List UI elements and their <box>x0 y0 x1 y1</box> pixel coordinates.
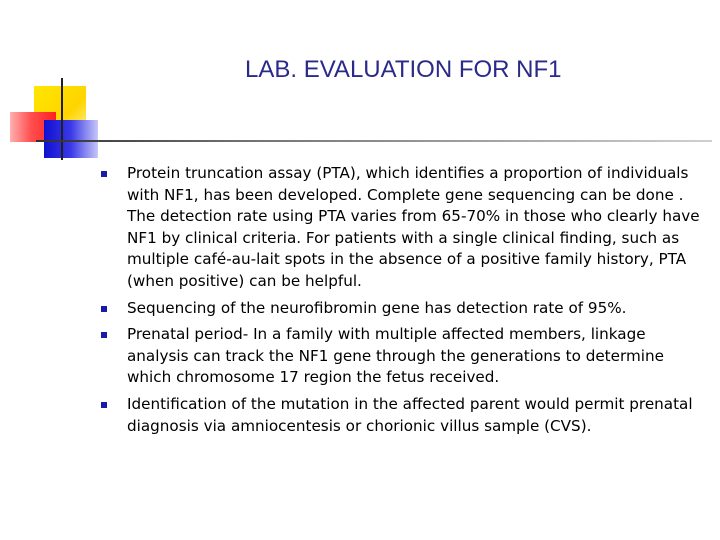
bullet-text: Identification of the mutation in the affected parent would permit prenatal diagnosis via amniocentesis or chorionic villus sample (CVS). <box>127 394 693 435</box>
square-bullet-icon <box>101 332 107 338</box>
bullet-item <box>100 324 700 389</box>
square-bullet-icon <box>101 306 107 312</box>
bullet-item <box>100 163 700 293</box>
bullet-text: Prenatal period- In a family with multiple affected members, linkage analysis can track the NF1 gene through the generations to determine which chromosome 17 region the fetus received. <box>127 325 664 387</box>
bullet-text: Protein truncation assay (PTA), which identifies a proportion of individuals with NF1, has been developed. Complete gene sequencing can be done . The detection rate using PTA varies from 65-70% in those who clearly have NF1 by clinical criteria. For patients with a single clinical finding, such as multiple café-au-lait spots in the absence of a positive family history, PTA (when positive) can be helpful. <box>127 164 700 290</box>
horizontal-rule-decoration <box>36 140 712 142</box>
blue-square-decoration <box>44 120 98 158</box>
bullet-item <box>100 298 700 320</box>
bullet-text: Sequencing of the neurofibromin gene has detection rate of 95%. <box>127 298 627 317</box>
vertical-rule-decoration <box>61 78 63 160</box>
bullet-item <box>100 394 700 437</box>
square-bullet-icon <box>101 402 107 408</box>
square-bullet-icon <box>101 171 107 177</box>
bullet-list <box>100 163 700 442</box>
slide-title: LAB. EVALUATION FOR NF1 <box>245 56 562 83</box>
